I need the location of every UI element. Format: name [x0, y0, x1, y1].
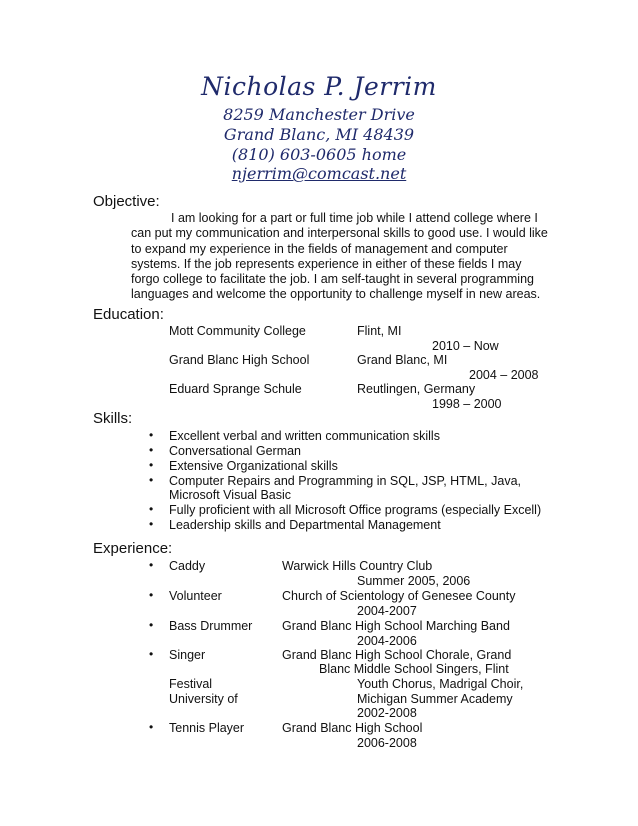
education-dates: 2004 – 2008	[469, 368, 539, 382]
bullet-icon: •	[149, 647, 154, 661]
education-school: Mott Community College	[169, 324, 306, 338]
experience-dates: Summer 2005, 2006	[357, 574, 471, 588]
experience-dates: 2004-2007	[357, 604, 417, 618]
bullet-icon: •	[149, 473, 154, 487]
bullet-icon: •	[149, 558, 154, 572]
objective-text: I am looking for a part or full time job while I attend college where I can put my communication and interpersonal skills to good use. I would like to expand my experience in the fields of management and computer systems. If the job represents experience in either of these fields I may forgo college to facilitate the job. I am self-taught in several programming languages and welcome the opportunity to challenge myself in new areas.	[131, 211, 548, 302]
experience-role: Tennis Player	[169, 721, 245, 735]
experience-org-continued: Michigan Summer Academy	[357, 692, 513, 706]
objective-heading: Objective:	[93, 193, 160, 210]
experience-role: Caddy	[169, 559, 206, 573]
skill-item: Extensive Organizational skills	[169, 459, 338, 473]
education-school: Grand Blanc High School	[169, 353, 310, 367]
education-dates: 2010 – Now	[432, 339, 499, 353]
skills-heading: Skills:	[93, 410, 133, 427]
skill-item: Leadership skills and Departmental Management	[169, 518, 441, 532]
experience-org-continued: Blanc Middle School Singers, Flint	[319, 662, 509, 676]
phone-number: (810) 603-0605 home	[231, 145, 407, 164]
address-city: Grand Blanc, MI 48439	[223, 125, 415, 144]
experience-role: Bass Drummer	[169, 619, 253, 633]
resume-name: Nicholas P. Jerrim	[201, 72, 437, 101]
experience-dates: 2006-2008	[357, 736, 417, 750]
bullet-icon: •	[149, 458, 154, 472]
education-heading: Education:	[93, 306, 164, 323]
experience-heading: Experience:	[93, 540, 173, 557]
experience-org: Grand Blanc High School Chorale, Grand	[282, 648, 512, 662]
experience-org: Grand Blanc High School Marching Band	[282, 619, 510, 633]
education-location: Reutlingen, Germany	[357, 382, 476, 396]
experience-role-continued: University of	[169, 692, 238, 706]
address-street: 8259 Manchester Drive	[223, 105, 415, 124]
experience-role: Volunteer	[169, 589, 222, 603]
skill-item: Conversational German	[169, 444, 302, 458]
skill-item: Excellent verbal and written communication skills	[169, 429, 440, 443]
experience-dates: 2002-2008	[357, 706, 417, 720]
education-location: Grand Blanc, MI	[357, 353, 448, 367]
experience-org: Warwick Hills Country Club	[282, 559, 433, 573]
bullet-icon: •	[149, 618, 154, 632]
email-link[interactable]: njerrim@comcast.net	[231, 164, 407, 183]
skill-item: Fully proficient with all Microsoft Office programs (especially Excell)	[169, 503, 542, 517]
bullet-icon: •	[149, 502, 154, 516]
bullet-icon: •	[149, 517, 154, 531]
experience-org-continued: Youth Chorus, Madrigal Choir,	[357, 677, 524, 691]
bullet-icon: •	[149, 428, 154, 442]
skill-item-continued: Microsoft Visual Basic	[169, 488, 292, 502]
skill-item: Computer Repairs and Programming in SQL, JSP, HTML, Java,	[169, 474, 521, 488]
experience-role-continued: Festival	[169, 677, 213, 691]
education-school: Eduard Sprange Schule	[169, 382, 302, 396]
experience-dates: 2004-2006	[357, 634, 417, 648]
bullet-icon: •	[149, 443, 154, 457]
bullet-icon: •	[149, 588, 154, 602]
education-dates: 1998 – 2000	[432, 397, 502, 411]
education-location: Flint, MI	[357, 324, 402, 338]
experience-role: Singer	[169, 648, 206, 662]
experience-org: Church of Scientology of Genesee County	[282, 589, 516, 603]
bullet-icon: •	[149, 720, 154, 734]
experience-org: Grand Blanc High School	[282, 721, 423, 735]
